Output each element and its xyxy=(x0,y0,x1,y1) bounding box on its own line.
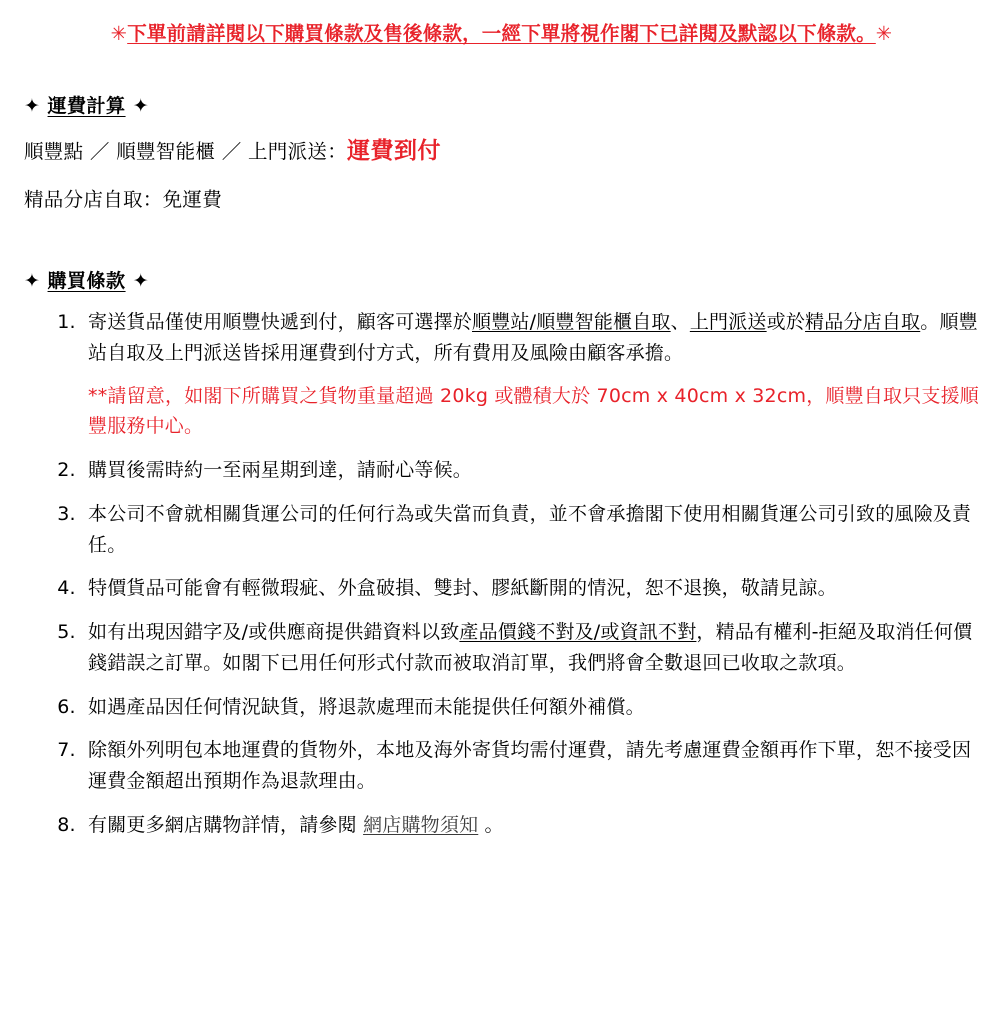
shopping-guide-link[interactable]: 網店購物須知 xyxy=(363,814,479,836)
term-1-part-a: 寄送貨品僅使用順豐快遞到付，顧客可選擇於 xyxy=(88,311,473,334)
term-8-part-b: 。 xyxy=(484,814,504,836)
term-8-part-a: 有關更多網店購物詳情，請參閱 xyxy=(88,814,357,836)
list-item xyxy=(82,499,979,561)
term-1-underline-1: 順豐站/順豐智能櫃自取 xyxy=(472,311,671,334)
terms-section xyxy=(24,266,979,841)
term-1-underline-2: 上門派送 xyxy=(689,311,767,334)
term-1-weight-note: **請留意，如閣下所購買之貨物重量超過 20kg 或體積大於 70cm x 40cm x 32cm，順豐自取只支援順豐服務中心。 xyxy=(88,384,980,438)
shipping-section xyxy=(24,91,979,214)
shipping-heading-label: 運費計算 xyxy=(47,95,126,118)
asterisk-left-icon: ✳ xyxy=(110,22,128,45)
terms-heading-label: 購買條款 xyxy=(47,270,126,293)
terms-list xyxy=(24,307,979,841)
term-1-part-c: 或於 xyxy=(766,311,806,334)
diamond-right-icon: ✦ xyxy=(132,270,150,293)
term-5-underline-1: 產品價錢不對及/或資訊不對 xyxy=(459,621,697,644)
term-1-part-d: 。順豐站自取及上門派送皆採用運費到付方式，所有費用及風險由顧客承擔。 xyxy=(88,311,978,364)
list-item xyxy=(82,617,979,679)
list-item xyxy=(82,307,979,442)
diamond-left-icon: ✦ xyxy=(24,270,41,293)
warning-banner xyxy=(24,20,979,47)
term-4-text: 特價貨品可能會有輕微瑕疵、外盒破損、雙封、膠紙斷開的情況，恕不退換，敬請見諒。 xyxy=(88,577,837,600)
term-7-text: 除額外列明包本地運費的貨物外，本地及海外寄貨均需付運費，請先考慮運費金額再作下單，恕不接受因運費金額超出預期作為退款理由。 xyxy=(88,739,972,793)
shipping-section-heading xyxy=(24,91,149,118)
diamond-right-icon: ✦ xyxy=(132,95,150,118)
term-3-text: 本公司不會就相關貨運公司的任何行為或失當而負責，並不會承擔閣下使用相關貨運公司引致的風險及責任。 xyxy=(88,502,972,556)
term-2-text: 購買後需時約一至兩星期到達，請耐心等候。 xyxy=(88,459,473,482)
list-item xyxy=(82,810,979,841)
shipping-fee-emphasis: 運費到付 xyxy=(347,138,441,165)
list-item xyxy=(82,455,979,486)
asterisk-right-icon: ✳ xyxy=(875,22,893,45)
diamond-left-icon: ✦ xyxy=(24,95,41,118)
term-5-part-a: 如有出現因錯字及/或供應商提供錯資料以致 xyxy=(88,621,460,644)
term-6-text: 如遇產品因任何情況缺貨，將退款處理而未能提供任何額外補償。 xyxy=(88,695,645,718)
list-item xyxy=(82,735,979,797)
term-1-underline-3: 精品分店自取 xyxy=(805,311,921,334)
terms-section-heading xyxy=(24,266,149,293)
list-item xyxy=(82,692,979,723)
warning-banner-text: 下單前請詳閱以下購買條款及售後條款，一經下單將視作閣下已詳閱及默認以下條款。 xyxy=(127,22,876,45)
term-1-part-b: 、 xyxy=(670,311,690,334)
shipping-paid-on-delivery-line xyxy=(24,134,979,169)
shipping-methods-label: 順豐點 ／ 順豐智能櫃 ／ 上門派送： xyxy=(24,140,347,164)
list-item xyxy=(82,573,979,604)
shipping-store-pickup-line: 精品分店自取：免運費 xyxy=(24,187,223,211)
term-5-part-b: ，精品有權利-拒絕及取消任何價錢錯誤之訂單。如閣下已用任何形式付款而被取消訂單，我們將會全數退回已收取之款項。 xyxy=(88,621,973,674)
